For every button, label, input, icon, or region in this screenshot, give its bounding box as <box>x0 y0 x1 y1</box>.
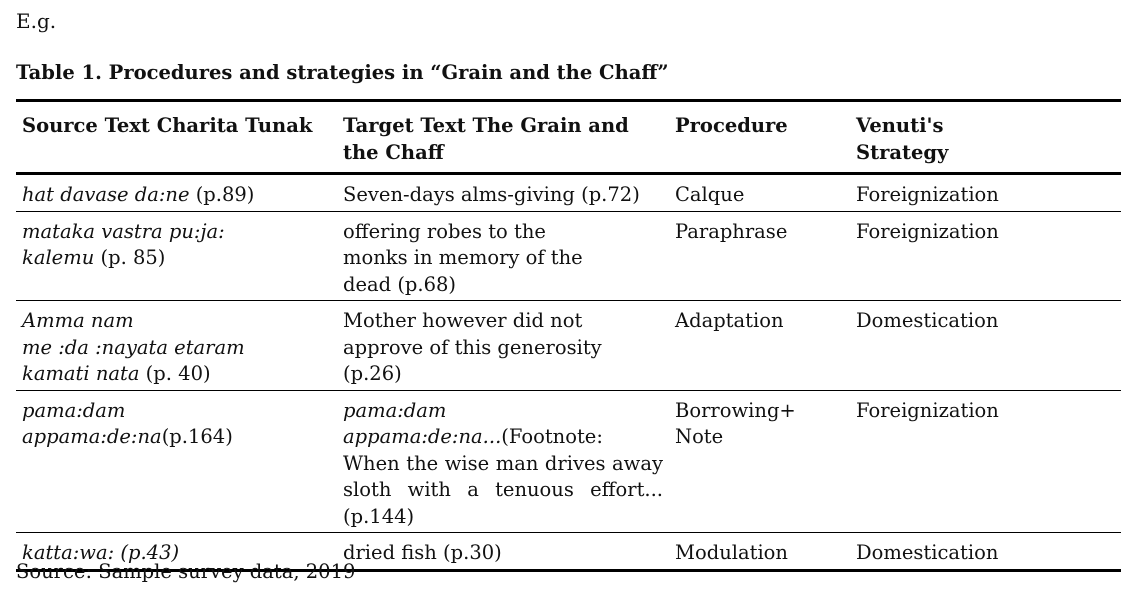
target-text-cell: dried fish (p.30) <box>343 541 502 564</box>
target-footnote-text: (Footnote: When the wise man drives away sloth with a tenuous effort... (p.144) <box>343 425 663 528</box>
header-target-text: Target Text The Grain and the Chaff <box>343 114 629 164</box>
source-italic-term: mataka vastra pu:ja: kalemu <box>22 219 225 269</box>
source-text-cell <box>16 390 337 533</box>
source-italic-term: Amma nam me :da :nayata etaram kamati nata <box>22 309 245 385</box>
table-row <box>16 211 1121 301</box>
table-header <box>16 101 1121 174</box>
source-page-ref: (p.164) <box>161 425 233 448</box>
procedure-cell: Paraphrase <box>675 219 788 243</box>
strategy-cell: Foreignization <box>856 183 999 206</box>
target-text-cell <box>337 390 669 533</box>
source-italic-term: katta:wa: (p.43) <box>22 541 180 564</box>
table-row <box>16 174 1121 212</box>
strategy-cell: Domestication <box>856 309 999 332</box>
source-italic-term: pama:dam appama:de:na <box>22 398 162 448</box>
source-page-ref: (p. 40) <box>139 362 211 385</box>
source-text-cell <box>16 211 337 301</box>
table-source-note: Source: Sample survey data, 2019 <box>16 560 356 583</box>
strategy-cell: Domestication <box>856 541 999 564</box>
target-text-cell: Seven-days alms-giving (p.72) <box>343 183 640 206</box>
header-procedure: Procedure <box>675 114 788 137</box>
procedure-cell: Calque <box>675 183 745 206</box>
table-caption: Table 1. Procedures and strategies in “Grain and the Chaff” <box>16 61 669 84</box>
source-text-cell <box>16 301 337 391</box>
procedure-cell: Borrowing+ Note <box>675 398 796 448</box>
example-label: E.g. <box>16 9 57 33</box>
procedure-cell: Modulation <box>675 541 788 564</box>
header-source-text: Source Text Charita Tunak <box>22 114 313 137</box>
strategy-cell: Foreignization <box>856 219 999 243</box>
source-italic-term: hat davase da:ne <box>22 183 190 206</box>
source-page-ref: (p. 85) <box>94 246 166 269</box>
table-row <box>16 390 1121 533</box>
target-text-cell: offering robes to the monks in memory of the dead (p.68) <box>343 219 583 296</box>
target-text-cell: Mother however did not approve of this generosity (p.26) <box>343 309 602 385</box>
header-row <box>16 101 1121 174</box>
strategy-cell: Foreignization <box>856 398 999 422</box>
header-strategy: Venuti's Strategy <box>856 114 949 164</box>
procedure-cell: Adaptation <box>675 309 784 332</box>
target-italic-term: pama:dam appama:de:na... <box>343 398 502 448</box>
source-page-ref: (p.89) <box>189 183 255 206</box>
source-text-cell <box>16 174 337 212</box>
procedures-table <box>16 99 1121 572</box>
table-body <box>16 174 1121 571</box>
table-row <box>16 301 1121 391</box>
